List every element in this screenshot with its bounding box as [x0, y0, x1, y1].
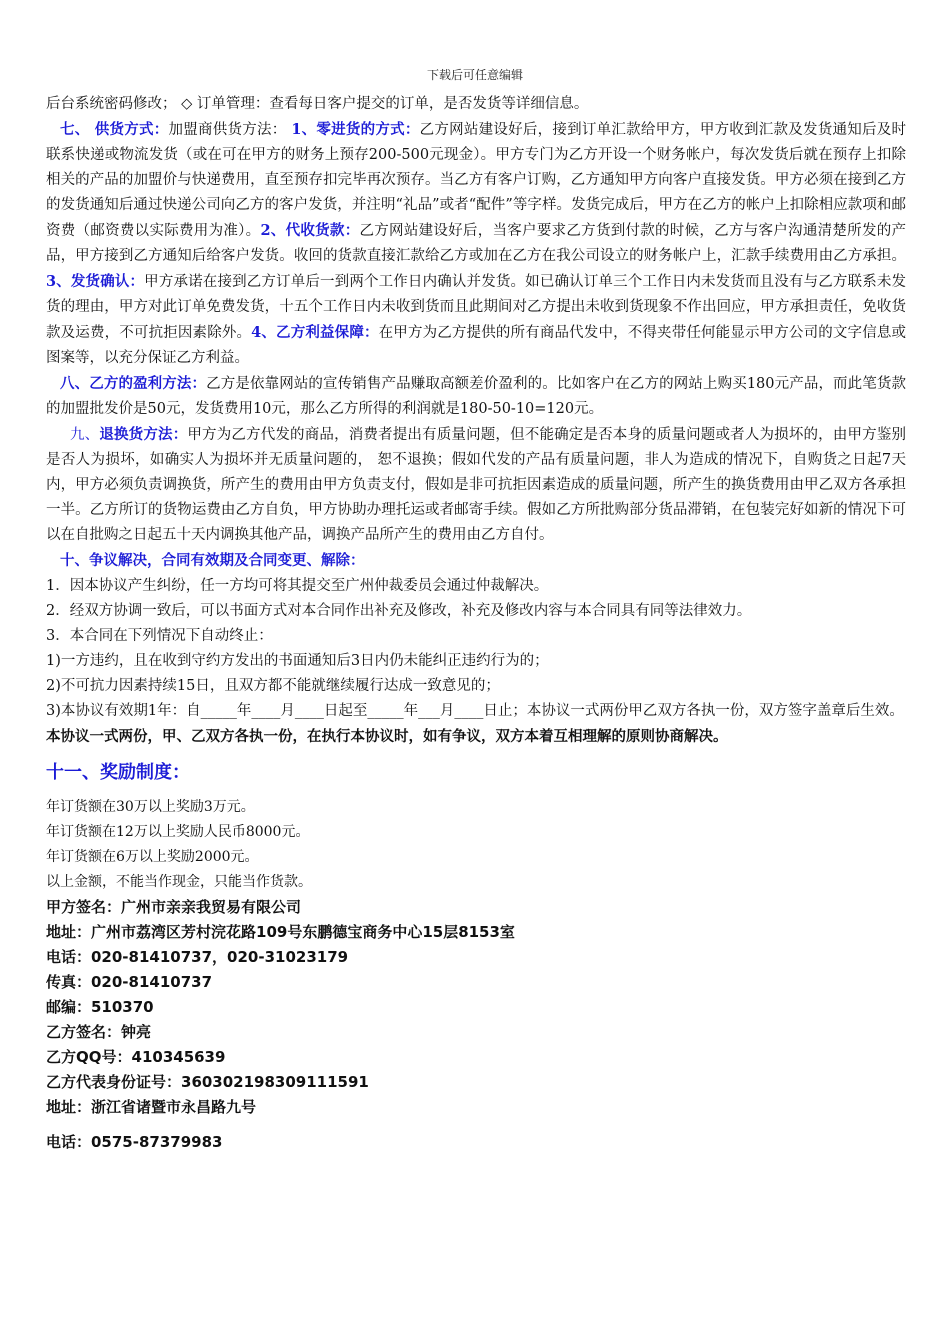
reward-line-3: 年订货额在6万以上奖励2000元。: [46, 849, 259, 865]
party-a-phone: 电话：020-81410737，020-31023179: [46, 948, 349, 966]
section-8-title: 八、乙方的盈利方法：: [60, 375, 207, 392]
section-7-item-2-text: 乙方网站建设好后，当客户要求乙方货到付款的时候，乙方与客户沟通清楚所发的产品，甲方接到乙方通知后给客户发货。收回的货款直接汇款给乙方或加在乙方在我公司设立的财务帐户上，汇款手续费用由乙方承担。: [46, 223, 907, 264]
reward-list: [46, 795, 906, 895]
section-9-text: 甲方为乙方代发的商品，消费者提出有质量问题，但不能确定是否本身的质量问题或者人为损坏的，由甲方鉴别是否人为损坏，如确实人为损坏并无质量问题的， 恕不退换；假如代发的产品有质量问题，非人为造成的情况下，自购货之日起7天内，甲方必须负责调换货，所产生的费用由甲方负责支付，假如是非可抗拒因素造成的质量问题，所产生的换货费用由甲乙双方各承担一半。乙方所订的货物运费由乙方自负，甲方协助办理托运或者邮寄手续。假如乙方所批购部分货品滞销，在包装完好如新的情况下可以在自批购之日起五十天内调换其他产品，调换产品所产生的费用由乙方自付。: [46, 427, 907, 543]
section-10-title: 十、争议解决，合同有效期及合同变更、解除：: [60, 552, 365, 569]
section-7-item-1-text: 乙方网站建设好后，接到订单汇款给甲方，甲方收到汇款及发货通知后及时联系快递或物流发货（或在可在甲方的财务上预存200-500元现金）。甲方专门为乙方开设一个财务帐户，每次发货后就在预存上扣除相关的产品的加盟价与快递费用，直至预存扣完毕再次预存。当乙方有客户订购，乙方通知甲方向客户直接发货。甲方必须在接到乙方的发货通知后通过快递公司向乙方的客户发货，并注明“礼品”或者“配件”等字样。发货完成后，甲方在乙方的帐户上扣除相应款项和邮资费（邮资费以实际费用为准）。: [46, 122, 907, 239]
section-11-title: 十一、奖励制度：: [46, 762, 190, 783]
section-8-text: 乙方是依靠网站的宣传销售产品赚取高额差价盈利的。比如客户在乙方的网站上购买180元产品，而此笔货款的加盟批发价是50元，发货费用10元，那么乙方所得的利润就是180-50-10=120元。: [46, 376, 907, 417]
section-7-item-3-text: 甲方承诺在接到乙方订单后一到两个工作日内确认并发货。如已确认订单三个工作日内未发货而且没有与乙方联系未发货的理由，甲方对此订单免费发货，十五个工作日内未收到货而且此期间对乙方提出未收到货现象不作出回应，甲方承担责任，免收货款及运费，不可抗拒因素除外。: [46, 274, 906, 341]
section-8-paragraph: [46, 371, 906, 422]
party-a-sign: 甲方签名：广州市亲亲我贸易有限公司: [46, 898, 302, 916]
section-9-title: 退换货方法：: [99, 426, 188, 443]
section-9-title-prefix: 九、: [70, 427, 100, 443]
party-b-sign: 乙方签名：钟亮: [46, 1023, 152, 1041]
party-b-qq: 乙方QQ号：410345639: [46, 1048, 226, 1066]
section-10-item-3: 3．本合同在下列情况下自动终止：: [46, 628, 273, 644]
section-7-item-1-title: 1、零进货的方式：: [291, 121, 420, 138]
section-10-bold-line: 本协议一式两份，甲、乙双方各执一份，在执行本协议时，如有争议，双方本着互相理解的原则协商解决。: [46, 728, 728, 745]
section-9-paragraph: [46, 422, 906, 548]
party-a-fax: 传真：020-81410737: [46, 973, 213, 991]
signature-block: [46, 895, 906, 1155]
party-a-zip: 邮编：510370: [46, 998, 154, 1016]
section-7-item-3-title: 3、发货确认：: [46, 273, 145, 290]
party-b-address: 地址：浙江省诸暨市永昌路九号: [46, 1098, 257, 1116]
page-header: 下载后可任意编辑: [426, 68, 523, 82]
paragraph-top: 后台系统密码修改； ◇ 订单管理：查看每日客户提交的订单，是否发货等详细信息。: [46, 96, 589, 112]
party-a-address: 地址：广州市荔湾区芳村浣花路109号东鹏德宝商务中心15层8153室: [46, 923, 515, 941]
party-b-phone: 电话：0575-87379983: [46, 1133, 223, 1151]
section-10-item-6: 3)本协议有效期1年：自_____年____月____日起至_____年___月____日止；本协议一式两份甲乙双方各执一份，双方签字盖章后生效。: [46, 703, 904, 719]
section-10-item-5: 2)不可抗力因素持续15日，且双方都不能就继续履行达成一致意见的；: [46, 678, 500, 694]
reward-line-2: 年订货额在12万以上奖励人民币8000元。: [46, 824, 310, 840]
reward-line-1: 年订货额在30万以上奖励3万元。: [46, 799, 255, 815]
section-7-item-2-title: 2、代收货款：: [260, 222, 360, 239]
section-7-intro: 加盟商供货方法：: [168, 122, 287, 138]
party-b-id: 乙方代表身份证号：360302198309111591: [46, 1073, 369, 1091]
reward-line-4: 以上金额，不能当作现金，只能当作货款。: [46, 874, 312, 890]
section-10-item-4: 1)一方违约，且在收到守约方发出的书面通知后3日内仍未能纠正违约行为的；: [46, 653, 549, 669]
document-body: [46, 92, 906, 1155]
section-7-item-4-text: 在甲方为乙方提供的所有商品代发中，不得夹带任何能显示甲方公司的文字信息或图案等，以充分保证乙方利益。: [46, 325, 907, 366]
section-7-paragraph: [46, 117, 906, 371]
section-10-item-1: 1．因本协议产生纠纷，任一方均可将其提交至广州仲裁委员会通过仲裁解决。: [46, 578, 549, 594]
section-7-item-4-title: 4、乙方利益保障：: [251, 324, 379, 341]
section-7-title: 七、 供货方式：: [60, 121, 169, 138]
section-10-item-2: 2．经双方协调一致后，可以书面方式对本合同作出补充及修改，补充及修改内容与本合同具有同等法律效力。: [46, 603, 752, 619]
section-10-title-line: [46, 548, 906, 574]
